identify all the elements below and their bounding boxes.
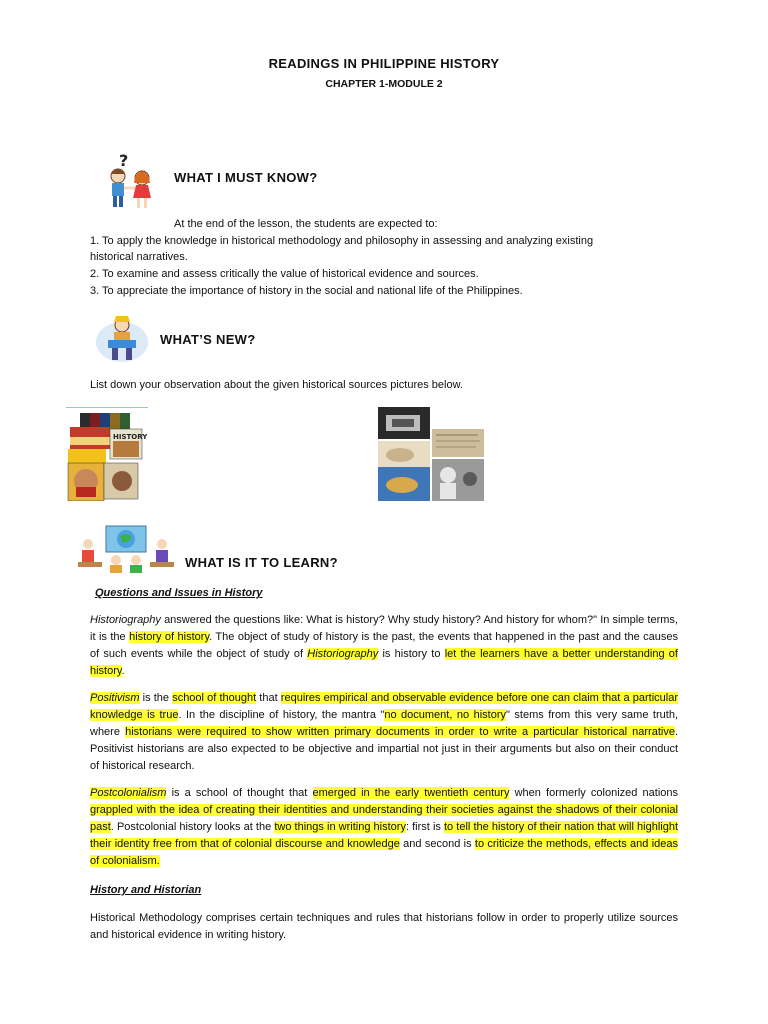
paragraph-historical-methodology: Historical Methodology comprises certain techniques and rules that historians follow in order to properly utilize sources and historical evidence in writing history.: [90, 912, 678, 941]
document-title: READINGS IN PHILIPPINE HISTORY: [268, 56, 500, 71]
objective-item-1: 1. To apply the knowledge in historical methodology and philosophy in assessing and analyzing existing: [90, 235, 594, 247]
heading-whats-new: WHAT’S NEW?: [160, 332, 256, 347]
subheading-history-historian: History and Historian: [90, 884, 202, 896]
objectives-intro: At the end of the lesson, the students are expected to:: [174, 218, 438, 230]
objective-item-2: 2. To examine and assess critically the value of historical evidence and sources.: [90, 268, 479, 280]
historical-sources-collage: [378, 405, 486, 501]
classroom-illustration: [76, 524, 174, 576]
svg-text:?: ?: [119, 151, 129, 170]
heading-what-is-it-to-learn: WHAT IS IT TO LEARN?: [185, 555, 338, 570]
kids-question-illustration: [100, 150, 162, 212]
paragraph-positivism: Positivism is the school of thought that requires empirical and observable evidence before one can claim that a particular knowledge is true. In the discipline of history, the mantra "no document, no history" stems from this very same truth, where historians were required to show written primary documents in order to write a particular historical narrative. Positivist historians are also expected to be objective and impartial not just in their arguments but also on their conduct of historical research.: [90, 692, 679, 772]
document-subtitle: CHAPTER 1-MODULE 2: [325, 78, 443, 90]
books-cover-label: HISTORY: [113, 433, 148, 441]
paragraph-historiography: Historiography answered the questions like: What is history? Why study history? And history for whom?" In simple terms, it is the history of history. The object of study of history is the past, the events that happened in the past and the causes of such events while the object of study of Historiography is history to let the learners have a better understanding of history.: [90, 614, 678, 677]
reading-child-illustration: [94, 312, 150, 364]
objective-item-1-cont: historical narratives.: [90, 251, 188, 263]
paragraph-postcolonialism: Postcolonialism is a school of thought that emerged in the early twentieth century when formerly colonized nations grappled with the idea of creating their identities and understanding their societies against the shadows of their colonial past. Postcolonial history looks at the two things in writing history: first is to tell the history of their nation that will highlight their identity free from that of colonial discourse and knowledge and second is to criticize the methods, effects and ideas of colonialism.: [90, 787, 678, 867]
history-books-image: [66, 407, 150, 501]
subheading-questions-issues: Questions and Issues in History: [95, 587, 263, 599]
observation-instruction: List down your observation about the given historical sources pictures below.: [90, 379, 463, 391]
heading-what-i-must-know: WHAT I MUST KNOW?: [174, 170, 318, 185]
objective-item-3: 3. To appreciate the importance of history in the social and national life of the Philippines.: [90, 285, 523, 297]
